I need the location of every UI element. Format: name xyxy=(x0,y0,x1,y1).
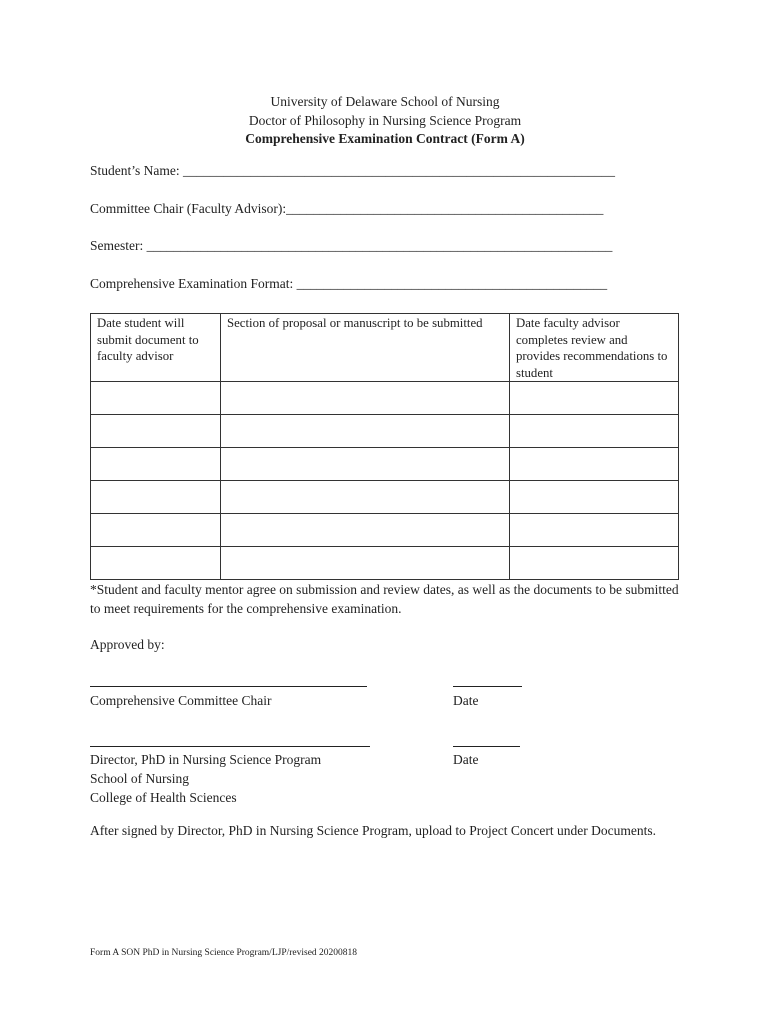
director-label: Director, PhD in Nursing Science Program xyxy=(90,752,322,767)
school-label: School of Nursing xyxy=(90,771,189,786)
table-row xyxy=(91,547,679,580)
table-cell[interactable] xyxy=(510,547,679,580)
form-footer: Form A SON PhD in Nursing Science Program/LJP/revised 20200818 xyxy=(90,948,358,958)
table-cell[interactable] xyxy=(221,382,510,415)
table-cell[interactable] xyxy=(510,514,679,547)
table-row xyxy=(91,415,679,448)
table-cell[interactable] xyxy=(221,547,510,580)
college-label: College of Health Sciences xyxy=(90,790,237,805)
table-cell[interactable] xyxy=(510,415,679,448)
director-signature-line[interactable] xyxy=(90,746,370,747)
table-cell[interactable] xyxy=(221,448,510,481)
header-section: Section of proposal or manuscript to be submitted xyxy=(221,314,510,382)
table-row xyxy=(91,481,679,514)
table-cell[interactable] xyxy=(510,481,679,514)
chair-date-line[interactable] xyxy=(453,686,522,687)
chair-signature-label: Comprehensive Committee Chair xyxy=(90,693,272,708)
table-cell[interactable] xyxy=(91,448,221,481)
form-title: Comprehensive Examination Contract (Form A) xyxy=(245,131,525,146)
exam-format-field[interactable]: Comprehensive Examination Format: ______________________________________________ xyxy=(90,276,608,291)
table-cell[interactable] xyxy=(510,382,679,415)
table-cell[interactable] xyxy=(91,415,221,448)
schedule-table xyxy=(90,313,679,580)
header-review-date: Date faculty advisor completes review and provides recommendations to student xyxy=(510,314,679,382)
header-submit-date: Date student will submit document to faculty advisor xyxy=(91,314,221,382)
table-row xyxy=(91,382,679,415)
table-cell[interactable] xyxy=(221,481,510,514)
committee-chair-field[interactable]: Committee Chair (Faculty Advisor):_______________________________________________ xyxy=(90,201,604,216)
table-cell[interactable] xyxy=(91,481,221,514)
form-header xyxy=(0,93,770,149)
chair-date-label: Date xyxy=(453,693,479,708)
director-date-label: Date xyxy=(453,752,479,767)
table-header-row xyxy=(91,314,679,382)
table-cell[interactable] xyxy=(221,514,510,547)
table-cell[interactable] xyxy=(91,514,221,547)
table-cell[interactable] xyxy=(91,547,221,580)
school-name: University of Delaware School of Nursing xyxy=(270,94,500,109)
table-cell[interactable] xyxy=(221,415,510,448)
table-cell[interactable] xyxy=(510,448,679,481)
semester-field[interactable]: Semester: _____________________________________________________________________ xyxy=(90,238,613,253)
director-date-line[interactable] xyxy=(453,746,520,747)
table-cell[interactable] xyxy=(91,382,221,415)
chair-signature-line[interactable] xyxy=(90,686,367,687)
approved-by-label: Approved by: xyxy=(90,637,165,652)
table-row xyxy=(91,448,679,481)
student-name-field[interactable]: Student’s Name: ________________________________________________________________ xyxy=(90,163,615,178)
program-name: Doctor of Philosophy in Nursing Science Program xyxy=(248,112,522,128)
agreement-note: *Student and faculty mentor agree on submission and review dates, as well as the documents to be submitted to meet requirements for the comprehensive examination. xyxy=(90,582,679,616)
table-row xyxy=(91,514,679,547)
upload-instruction: After signed by Director, PhD in Nursing Science Program, upload to Project Concert under Documents. xyxy=(90,823,656,838)
